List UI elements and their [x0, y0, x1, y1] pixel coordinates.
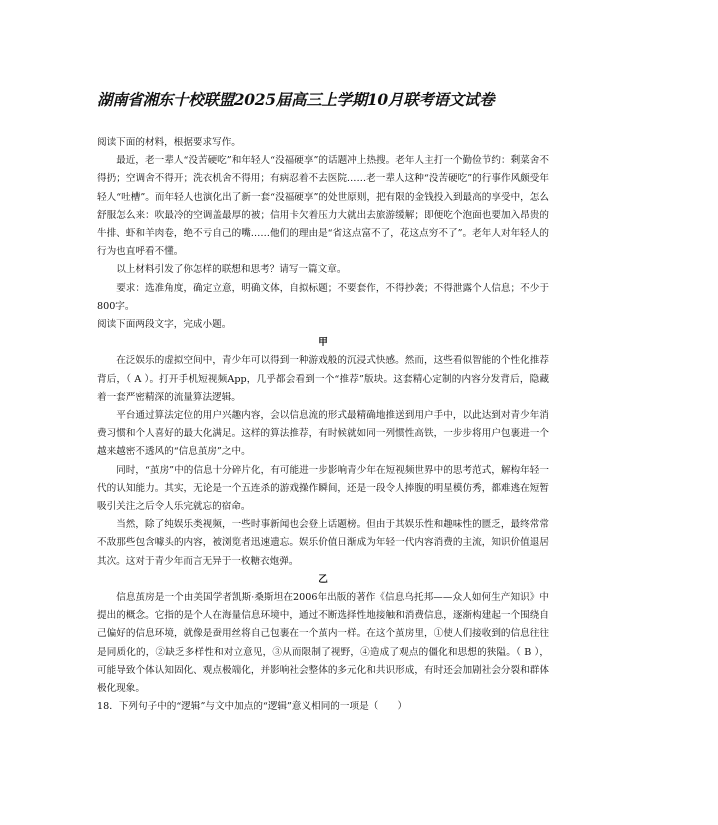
- section-heading-yi: 乙: [318, 573, 328, 585]
- instruction-writing: 阅读下面的材料，根据要求写作。: [97, 137, 241, 148]
- writing-prompt: 以上材料引发了你怎样的联想和思考？请写一篇文章。: [116, 264, 347, 276]
- document-title: 湖南省湘东十校联盟2025届高三上学期10月联考语文试卷: [97, 90, 495, 109]
- passage-jia-paragraph-3: 同时，“茧房”中的信息十分碎片化，有可能进一步影响青少年在短视频世界中的思考范式，解构年轻一代的认知能力。其实，无论是一个五连杀的游戏操作瞬间，还是一段令人捧腹的明星模仿秀，都难逃在短暂吸引关注之后令人乐完就忘的宿命。: [97, 464, 549, 513]
- instruction-reading: 阅读下面两段文字，完成小题。: [97, 319, 232, 331]
- section-heading-jia: 甲: [318, 337, 328, 349]
- passage-jia-paragraph-2: 平台通过算法定位的用户兴趣内容，会以信息流的形式最精确地推送到用户手中，以此达到对青少年消费习惯和个人喜好的最大化满足。这样的算法推荐，有时候就如同一列惯性高铁，一步步将用户包裹进一个越来越密不透风的“信息茧房”之中。: [97, 410, 549, 458]
- question-18: 18．下列句子中的“逻辑”与文中加点的“逻辑”意义相同的一项是（ ）: [97, 701, 408, 713]
- passage-jia-paragraph-4: 当然，除了纯娱乐类视频，一些时事新闻也会登上话题榜。但由于其娱乐性和趣味性的匮乏，最终常常不敌那些包含噱头的内容，被浏览者迅速遗忘。娱乐价值日渐成为年轻一代内容消费的主流，知识价值退居其次。这对于青少年而言无异于一枚糖衣炮弹。: [97, 519, 549, 567]
- passage-yi-paragraph: 信息茧房是一个由美国学者凯斯·桑斯坦在2006年出版的著作《信息乌托邦——众人如何生产知识》中提出的概念。它指的是个人在海量信息环境中，通过不断选择性地接触和消费信息，逐渐构建起一个围绕自己偏好的信息环境，就像是蚕用丝将自己包裹在一个茧内一样。在这个茧房里，①使人们接收到的信息往往是同质化的，②缺乏多样性和对立意见，③从而限制了视野，④造成了观点的僵化和思想的狭隘。（ B ），可能导致个体认知固化、观点极端化，并影响社会整体的多元化和共识形成，有时还会加剧社会分裂和群体极化现象。: [97, 592, 549, 695]
- writing-requirements: 要求：选准角度，确定立意，明确文体，自拟标题；不要套作，不得抄袭；不得泄露个人信息；不少于800字。: [97, 282, 549, 312]
- passage-jia-paragraph-1: 在泛娱乐的虚拟空间中，青少年可以得到一种游戏般的沉浸式快感。然而，这些看似智能的个性化推荐背后，（ A ）。打开手机短视频App，几乎都会看到一个“推荐”版块。这套精心定制的内容分发背后，隐藏着一套严密精深的流量算法逻辑。: [97, 355, 549, 403]
- document-body: [97, 134, 549, 717]
- material-paragraph: 最近，老一辈人“没苦硬吃”和年轻人“没福硬享”的话题冲上热搜。老年人主打一个勤俭节约：剩菜舍不得扔；空调舍不得开；洗衣机舍不得用；有病忍着不去医院……老一辈人这种“没苦硬吃”的行事作风颇受年轻人“吐槽”。而年轻人也演化出了新一套“没福硬享”的处世原则，把有限的金钱投入到最高的享受中，怎么舒服怎么来：吹最冷的空调盖最厚的被；信用卡欠着压力大就出去旅游缓解；即便吃个泡面也要加入昂贵的牛排、虾和羊肉卷，绝不亏自己的嘴……他们的理由是“省这点富不了，花这点穷不了”。老年人对年轻人的行为也直呼看不懂。: [97, 155, 549, 258]
